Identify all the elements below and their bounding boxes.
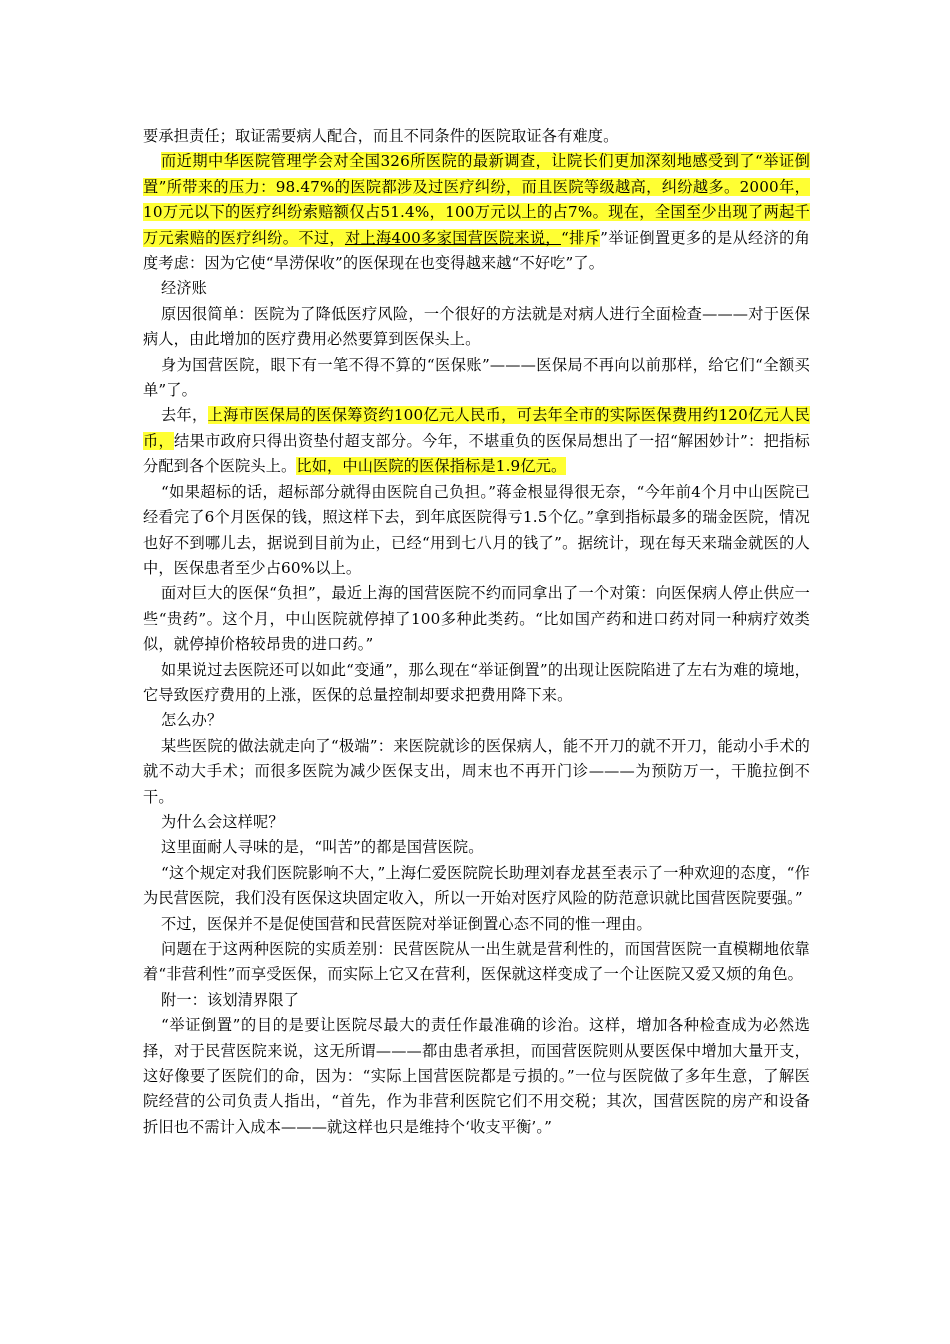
paragraph-16: 问题在于这两种医院的实质差别：民营医院从一出生就是营利性的，而国营医院一直模糊地依靠着“非营利性”而享受医保，而实际上它又在营利，医保就这样变成了一个让医院又爱又烦的角色。	[143, 940, 810, 984]
highlighted-text: 而近期中华医院管理学会对全国326所医院的最新调查，让院长们更加深刻地感受到了“举证倒置”所带来的压力：98.47%的医院都涉及过医疗纠纷，而且医院等级越高，纠纷越多。2000年，10万元以下的医疗纠纷索赔额仅占51.4%，100万元以上的占7%。现在，全国至少出现了两起千万元索赔的医疗纠纷。不过，	[143, 152, 810, 247]
paragraph-13: 这里面耐人寻味的是，“叫苦”的都是国营医院。	[161, 838, 484, 857]
paragraph-10: 怎么办？	[161, 711, 223, 730]
highlighted-text: 上海市医保局的医保筹资约100亿元人民币，可去年全市的实际医保费用约120亿元人民币，	[143, 406, 810, 450]
paragraph-7: “如果超标的话，超标部分就得由医院自己负担。”蒋金根显得很无奈，“今年前4个月中山医院已经看完了6个月医保的钱，照这样下去，到年底医院得亏1.5个亿。”拿到指标最多的瑞金医院，情况也好不到哪儿去，据说到目前为止，已经“用到七八月的钱了”。据统计，现在每天来瑞金就医的人中，医保患者至少占60%以上。	[143, 482, 810, 577]
paragraph-8: 面对巨大的医保“负担”，最近上海的国营医院不约而同拿出了一个对策：向医保病人停止供应一些“贵药”。这个月，中山医院就停掉了100多种此类药。“比如国产药和进口药对同一种病疗效类似，就停掉价格较昂贵的进口药。”	[143, 584, 810, 654]
paragraph-1: 要承担责任；取证需要病人配合，而且不同条件的医院取证各有难度。	[143, 127, 619, 145]
paragraph-9: 如果说过去医院还可以如此“变通”，那么现在“举证倒置”的出现让医院陷进了左右为难的境地，它导致医疗费用的上涨，医保的总量控制却要求把费用降下来。	[143, 660, 810, 704]
highlighted-text: “排斥	[560, 228, 601, 247]
paragraph-2: 而近期中华医院管理学会对全国326所医院的最新调查，让院长们更加深刻地感受到了“举证倒置”所带来的压力：98.47%的医院都涉及过医疗纠纷，而且医院等级越高，纠纷越多。2000年，10万元以下的医疗纠纷索赔额仅占51.4%，100万元以上的占7%。现在，全国至少出现了两起千万元索赔的医疗纠纷。不过，对上海400多家国营医院来说，“排斥”举证倒置更多的是从经济的角度考虑：因为它使“旱涝保收”的医保现在也变得越来越“不好吃”了。	[143, 152, 810, 273]
paragraph-15: 不过，医保并不是促使国营和民营医院对举证倒置心态不同的惟一理由。	[161, 914, 652, 933]
paragraph-18: “举证倒置”的目的是要让医院尽最大的责任作最准确的诊治。这样，增加各种检查成为必然选择，对于民营医院来说，这无所谓———都由患者承担，而国营医院则从要医保中增加大量开支，这好像要了医院们的命，因为：“实际上国营医院都是亏损的。”一位与医院做了多年生意，了解医院经营的公司负责人指出，“首先，作为非营利医院它们不用交税；其次，国营医院的房产和设备折旧也不需计入成本———就这样也只是维持个‘收支平衡’。”	[143, 1016, 810, 1136]
paragraph-4: 原因很简单：医院为了降低医疗风险，一个很好的方法就是对病人进行全面检查———对于医保病人，由此增加的医疗费用必然要算到医保头上。	[143, 304, 810, 349]
section-heading-appendix: 附一：该划清界限了	[161, 990, 300, 1009]
paragraph-12: 为什么会这样呢？	[161, 812, 284, 831]
paragraph-11: 某些医院的做法就走向了“极端”：来医院就诊的医保病人，能不开刀的就不开刀，能动小手术的就不动大手术；而很多医院为减少医保支出，周末也不再开门诊———为预防万一，干脆拉倒不干。	[143, 736, 810, 806]
paragraph-14: “这个规定对我们医院影响不大，”上海仁爱医院院长助理刘春龙甚至表示了一种欢迎的态度，“作为民营医院，我们没有医保这块固定收入，所以一开始对医疗风险的防范意识就比国营医院要强。”	[143, 863, 810, 908]
paragraph-6: 去年，上海市医保局的医保筹资约100亿元人民币，可去年全市的实际医保费用约120亿元人民币，结果市政府只得出资垫付超支部分。今年，不堪重负的医保局想出了一招“解困妙计”：把指标分配到各个医院头上。比如，中山医院的医保指标是1.9亿元。	[143, 406, 810, 476]
paragraph-5: 身为国营医院，眼下有一笔不得不算的“医保账”———医保局不再向以前那样，给它们“全额买单”了。	[143, 355, 810, 400]
section-heading-economy: 经济账	[161, 279, 208, 298]
highlighted-underlined-text: 对上海400多家国营医院来说，	[344, 228, 561, 247]
highlighted-text: 比如，中山医院的医保指标是1.9亿元。	[296, 457, 567, 476]
